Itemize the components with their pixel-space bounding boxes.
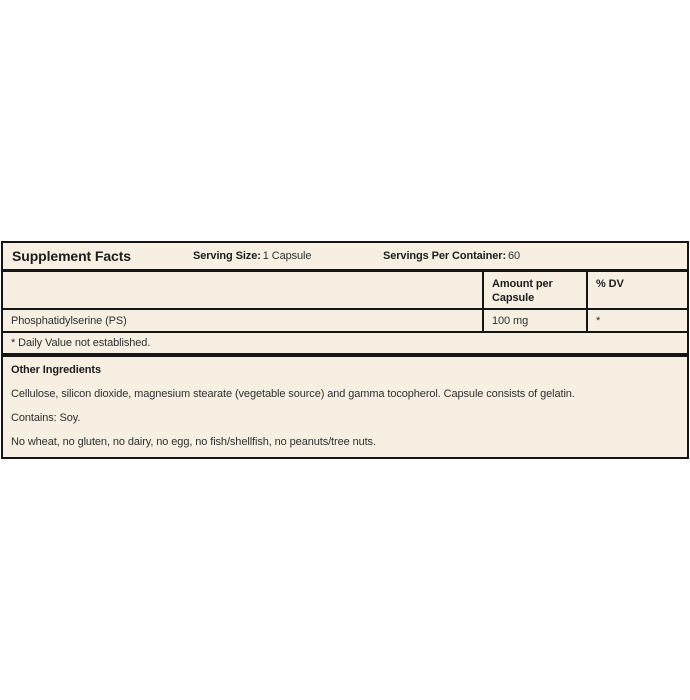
other-ingredients-section bbox=[3, 357, 687, 457]
nutrient-column-header bbox=[3, 272, 482, 308]
panel-title: Supplement Facts bbox=[12, 248, 131, 264]
servings-per-container bbox=[383, 250, 573, 262]
title-row bbox=[3, 243, 687, 272]
contains-text: Contains: Soy. bbox=[11, 412, 81, 424]
servings-per-container-label: Servings Per Container: bbox=[383, 250, 507, 262]
panel-title-cell bbox=[3, 248, 193, 264]
daily-value-footnote: * Daily Value not established. bbox=[3, 333, 687, 357]
allergen-text: No wheat, no gluten, no dairy, no egg, no fish/shellfish, no peanuts/tree nuts. bbox=[11, 436, 376, 448]
table-row bbox=[3, 310, 687, 333]
serving-size-value: 1 Capsule bbox=[262, 250, 312, 262]
dv-column-header: % DV bbox=[586, 272, 687, 308]
nutrient-amount: 100 mg bbox=[482, 310, 586, 331]
other-ingredients-text: Cellulose, silicon dioxide, magnesium stearate (vegetable source) and gamma tocopherol. Capsule consists of gelatin. bbox=[11, 388, 575, 400]
nutrient-dv: * bbox=[586, 310, 687, 331]
supplement-facts-panel bbox=[1, 241, 689, 459]
other-ingredients-heading: Other Ingredients bbox=[11, 364, 101, 376]
nutrient-name: Phosphatidylserine (PS) bbox=[11, 314, 127, 327]
serving-size-label: Serving Size: bbox=[193, 250, 261, 262]
amount-column-header: Amount per Capsule bbox=[482, 272, 586, 308]
servings-per-container-value: 60 bbox=[508, 250, 521, 262]
serving-size bbox=[193, 250, 383, 262]
column-header-row bbox=[3, 272, 687, 310]
